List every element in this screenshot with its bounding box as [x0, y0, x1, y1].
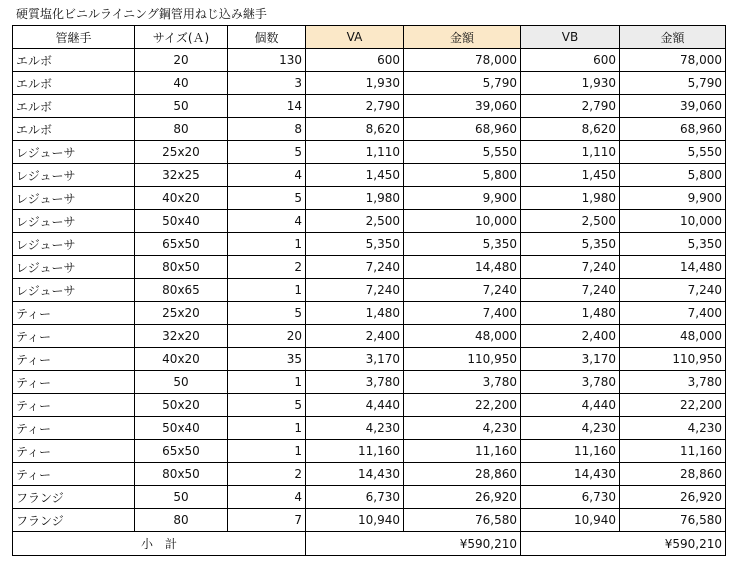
cell-vb-price[interactable]: 1,110: [521, 141, 620, 164]
cell-vb-price[interactable]: 6,730: [521, 486, 620, 509]
price-table: [12, 25, 726, 556]
cell-va-amount[interactable]: 68,960: [404, 118, 521, 141]
table-row: [13, 325, 726, 348]
cell-fitting[interactable]: ティー: [13, 394, 135, 417]
cell-va-amount[interactable]: 5,350: [404, 233, 521, 256]
table-row: [13, 463, 726, 486]
cell-va-amount[interactable]: 9,900: [404, 187, 521, 210]
cell-vb-price[interactable]: 1,930: [521, 72, 620, 95]
cell-vb-amount[interactable]: 78,000: [620, 49, 726, 72]
cell-vb-amount[interactable]: 5,350: [620, 233, 726, 256]
cell-quantity[interactable]: 1: [228, 417, 306, 440]
cell-vb-amount[interactable]: 11,160: [620, 440, 726, 463]
cell-fitting[interactable]: エルボ: [13, 72, 135, 95]
cell-va-price[interactable]: 6,730: [306, 486, 404, 509]
header-size[interactable]: サイズ(Ａ): [135, 26, 228, 49]
cell-va-price[interactable]: 1,930: [306, 72, 404, 95]
cell-va-price[interactable]: 11,160: [306, 440, 404, 463]
table-row: [13, 164, 726, 187]
cell-vb-price[interactable]: 7,240: [521, 256, 620, 279]
cell-va-price[interactable]: 3,780: [306, 371, 404, 394]
cell-quantity[interactable]: 5: [228, 187, 306, 210]
cell-fitting[interactable]: エルボ: [13, 95, 135, 118]
header-fitting[interactable]: 管継手: [13, 26, 135, 49]
header-va-amount[interactable]: 金額: [404, 26, 521, 49]
cell-va-amount[interactable]: 39,060: [404, 95, 521, 118]
cell-size[interactable]: 40x20: [135, 348, 228, 371]
cell-size[interactable]: 50x40: [135, 417, 228, 440]
cell-vb-amount[interactable]: 5,790: [620, 72, 726, 95]
cell-vb-price[interactable]: 3,780: [521, 371, 620, 394]
cell-va-amount[interactable]: 3,780: [404, 371, 521, 394]
table-row: [13, 371, 726, 394]
cell-va-amount[interactable]: 48,000: [404, 325, 521, 348]
cell-va-price[interactable]: 2,500: [306, 210, 404, 233]
cell-vb-amount[interactable]: 5,550: [620, 141, 726, 164]
cell-va-amount[interactable]: 76,580: [404, 509, 521, 532]
cell-fitting[interactable]: エルボ: [13, 49, 135, 72]
cell-vb-price[interactable]: 1,480: [521, 302, 620, 325]
cell-size[interactable]: 80x65: [135, 279, 228, 302]
cell-va-price[interactable]: 10,940: [306, 509, 404, 532]
header-vb[interactable]: VB: [521, 26, 620, 49]
table-row: [13, 233, 726, 256]
cell-size[interactable]: 50: [135, 486, 228, 509]
cell-va-amount[interactable]: 26,920: [404, 486, 521, 509]
cell-va-price[interactable]: 8,620: [306, 118, 404, 141]
cell-size[interactable]: 80x50: [135, 463, 228, 486]
cell-vb-price[interactable]: 4,440: [521, 394, 620, 417]
cell-va-amount[interactable]: 5,550: [404, 141, 521, 164]
cell-vb-amount[interactable]: 26,920: [620, 486, 726, 509]
cell-fitting[interactable]: フランジ: [13, 486, 135, 509]
cell-vb-price[interactable]: 1,980: [521, 187, 620, 210]
cell-fitting[interactable]: ティー: [13, 440, 135, 463]
cell-size[interactable]: 50: [135, 371, 228, 394]
table-row: [13, 256, 726, 279]
cell-quantity[interactable]: 4: [228, 486, 306, 509]
cell-vb-amount[interactable]: 5,800: [620, 164, 726, 187]
table-row: [13, 302, 726, 325]
cell-va-price[interactable]: 5,350: [306, 233, 404, 256]
cell-fitting[interactable]: ティー: [13, 302, 135, 325]
cell-size[interactable]: 50x20: [135, 394, 228, 417]
subtotal-vb[interactable]: ¥590,210: [521, 532, 726, 556]
cell-vb-price[interactable]: 8,620: [521, 118, 620, 141]
cell-vb-price[interactable]: 5,350: [521, 233, 620, 256]
cell-vb-price[interactable]: 11,160: [521, 440, 620, 463]
cell-quantity[interactable]: 5: [228, 394, 306, 417]
cell-quantity[interactable]: 35: [228, 348, 306, 371]
cell-vb-price[interactable]: 2,790: [521, 95, 620, 118]
cell-fitting[interactable]: レジューサ: [13, 233, 135, 256]
cell-va-amount[interactable]: 110,950: [404, 348, 521, 371]
cell-vb-amount[interactable]: 76,580: [620, 509, 726, 532]
cell-va-amount[interactable]: 28,860: [404, 463, 521, 486]
cell-size[interactable]: 50x40: [135, 210, 228, 233]
cell-va-amount[interactable]: 11,160: [404, 440, 521, 463]
cell-vb-amount[interactable]: 9,900: [620, 187, 726, 210]
cell-quantity[interactable]: 1: [228, 371, 306, 394]
cell-size[interactable]: 80x50: [135, 256, 228, 279]
cell-va-price[interactable]: 1,980: [306, 187, 404, 210]
cell-fitting[interactable]: レジューサ: [13, 141, 135, 164]
cell-vb-amount[interactable]: 48,000: [620, 325, 726, 348]
cell-quantity[interactable]: 1: [228, 440, 306, 463]
cell-va-price[interactable]: 14,430: [306, 463, 404, 486]
cell-va-price[interactable]: 2,400: [306, 325, 404, 348]
table-row: [13, 279, 726, 302]
cell-quantity[interactable]: 8: [228, 118, 306, 141]
table-row: [13, 72, 726, 95]
table-row: [13, 49, 726, 72]
cell-va-amount[interactable]: 7,400: [404, 302, 521, 325]
cell-vb-amount[interactable]: 68,960: [620, 118, 726, 141]
cell-va-price[interactable]: 4,440: [306, 394, 404, 417]
sheet-title: 硬質塩化ビニルライニング鋼管用ねじ込み継手: [16, 7, 267, 21]
subtotal-label[interactable]: 小 計: [13, 532, 306, 556]
cell-quantity[interactable]: 5: [228, 141, 306, 164]
cell-quantity[interactable]: 1: [228, 233, 306, 256]
cell-size[interactable]: 32x25: [135, 164, 228, 187]
cell-fitting[interactable]: フランジ: [13, 509, 135, 532]
cell-size[interactable]: 40: [135, 72, 228, 95]
table-row: [13, 509, 726, 532]
cell-vb-amount[interactable]: 22,200: [620, 394, 726, 417]
cell-vb-amount[interactable]: 7,400: [620, 302, 726, 325]
cell-vb-price[interactable]: 10,940: [521, 509, 620, 532]
cell-quantity[interactable]: 2: [228, 256, 306, 279]
cell-va-price[interactable]: 1,450: [306, 164, 404, 187]
cell-size[interactable]: 65x50: [135, 440, 228, 463]
cell-fitting[interactable]: レジューサ: [13, 164, 135, 187]
cell-va-price[interactable]: 2,790: [306, 95, 404, 118]
header-quantity[interactable]: 個数: [228, 26, 306, 49]
cell-va-price[interactable]: 4,230: [306, 417, 404, 440]
cell-vb-amount[interactable]: 28,860: [620, 463, 726, 486]
cell-vb-price[interactable]: 14,430: [521, 463, 620, 486]
cell-fitting[interactable]: エルボ: [13, 118, 135, 141]
cell-va-amount[interactable]: 7,240: [404, 279, 521, 302]
cell-va-price[interactable]: 3,170: [306, 348, 404, 371]
cell-quantity[interactable]: 4: [228, 210, 306, 233]
cell-fitting[interactable]: ティー: [13, 348, 135, 371]
cell-quantity[interactable]: 2: [228, 463, 306, 486]
cell-vb-amount[interactable]: 39,060: [620, 95, 726, 118]
cell-fitting[interactable]: ティー: [13, 417, 135, 440]
cell-size[interactable]: 80: [135, 509, 228, 532]
cell-vb-price[interactable]: 600: [521, 49, 620, 72]
cell-quantity[interactable]: 3: [228, 72, 306, 95]
cell-va-amount[interactable]: 10,000: [404, 210, 521, 233]
cell-vb-amount[interactable]: 7,240: [620, 279, 726, 302]
cell-va-amount[interactable]: 5,800: [404, 164, 521, 187]
cell-fitting[interactable]: レジューサ: [13, 187, 135, 210]
table-row: [13, 118, 726, 141]
table-row: [13, 417, 726, 440]
cell-size[interactable]: 20: [135, 49, 228, 72]
header-vb-amount[interactable]: 金額: [620, 26, 726, 49]
subtotal-row: [13, 532, 726, 556]
cell-va-amount[interactable]: 78,000: [404, 49, 521, 72]
cell-size[interactable]: 50: [135, 95, 228, 118]
cell-va-amount[interactable]: 14,480: [404, 256, 521, 279]
table-row: [13, 141, 726, 164]
cell-size[interactable]: 40x20: [135, 187, 228, 210]
cell-vb-amount[interactable]: 14,480: [620, 256, 726, 279]
cell-va-price[interactable]: 1,480: [306, 302, 404, 325]
cell-vb-amount[interactable]: 3,780: [620, 371, 726, 394]
table-row: [13, 440, 726, 463]
cell-size[interactable]: 65x50: [135, 233, 228, 256]
table-row: [13, 394, 726, 417]
subtotal-va[interactable]: ¥590,210: [306, 532, 521, 556]
cell-va-price[interactable]: 7,240: [306, 279, 404, 302]
cell-vb-price[interactable]: 2,500: [521, 210, 620, 233]
cell-va-amount[interactable]: 5,790: [404, 72, 521, 95]
table-row: [13, 348, 726, 371]
cell-size[interactable]: 32x20: [135, 325, 228, 348]
cell-va-price[interactable]: 1,110: [306, 141, 404, 164]
cell-vb-price[interactable]: 4,230: [521, 417, 620, 440]
cell-vb-amount[interactable]: 4,230: [620, 417, 726, 440]
cell-vb-price[interactable]: 3,170: [521, 348, 620, 371]
cell-vb-amount[interactable]: 10,000: [620, 210, 726, 233]
cell-quantity[interactable]: 7: [228, 509, 306, 532]
cell-size[interactable]: 25x20: [135, 302, 228, 325]
table-row: [13, 95, 726, 118]
cell-fitting[interactable]: ティー: [13, 325, 135, 348]
cell-vb-amount[interactable]: 110,950: [620, 348, 726, 371]
cell-quantity[interactable]: 4: [228, 164, 306, 187]
cell-fitting[interactable]: ティー: [13, 463, 135, 486]
cell-vb-price[interactable]: 1,450: [521, 164, 620, 187]
cell-va-amount[interactable]: 22,200: [404, 394, 521, 417]
header-row: [13, 26, 726, 49]
table-row: [13, 187, 726, 210]
cell-quantity[interactable]: 130: [228, 49, 306, 72]
cell-vb-price[interactable]: 2,400: [521, 325, 620, 348]
cell-quantity[interactable]: 14: [228, 95, 306, 118]
cell-fitting[interactable]: ティー: [13, 371, 135, 394]
cell-fitting[interactable]: レジューサ: [13, 256, 135, 279]
table-row: [13, 210, 726, 233]
cell-quantity[interactable]: 20: [228, 325, 306, 348]
cell-quantity[interactable]: 1: [228, 279, 306, 302]
cell-fitting[interactable]: レジューサ: [13, 210, 135, 233]
cell-va-amount[interactable]: 4,230: [404, 417, 521, 440]
header-va[interactable]: VA: [306, 26, 404, 49]
cell-size[interactable]: 25x20: [135, 141, 228, 164]
cell-va-price[interactable]: 7,240: [306, 256, 404, 279]
cell-quantity[interactable]: 5: [228, 302, 306, 325]
cell-fitting[interactable]: レジューサ: [13, 279, 135, 302]
cell-va-price[interactable]: 600: [306, 49, 404, 72]
table-row: [13, 486, 726, 509]
cell-size[interactable]: 80: [135, 118, 228, 141]
cell-vb-price[interactable]: 7,240: [521, 279, 620, 302]
